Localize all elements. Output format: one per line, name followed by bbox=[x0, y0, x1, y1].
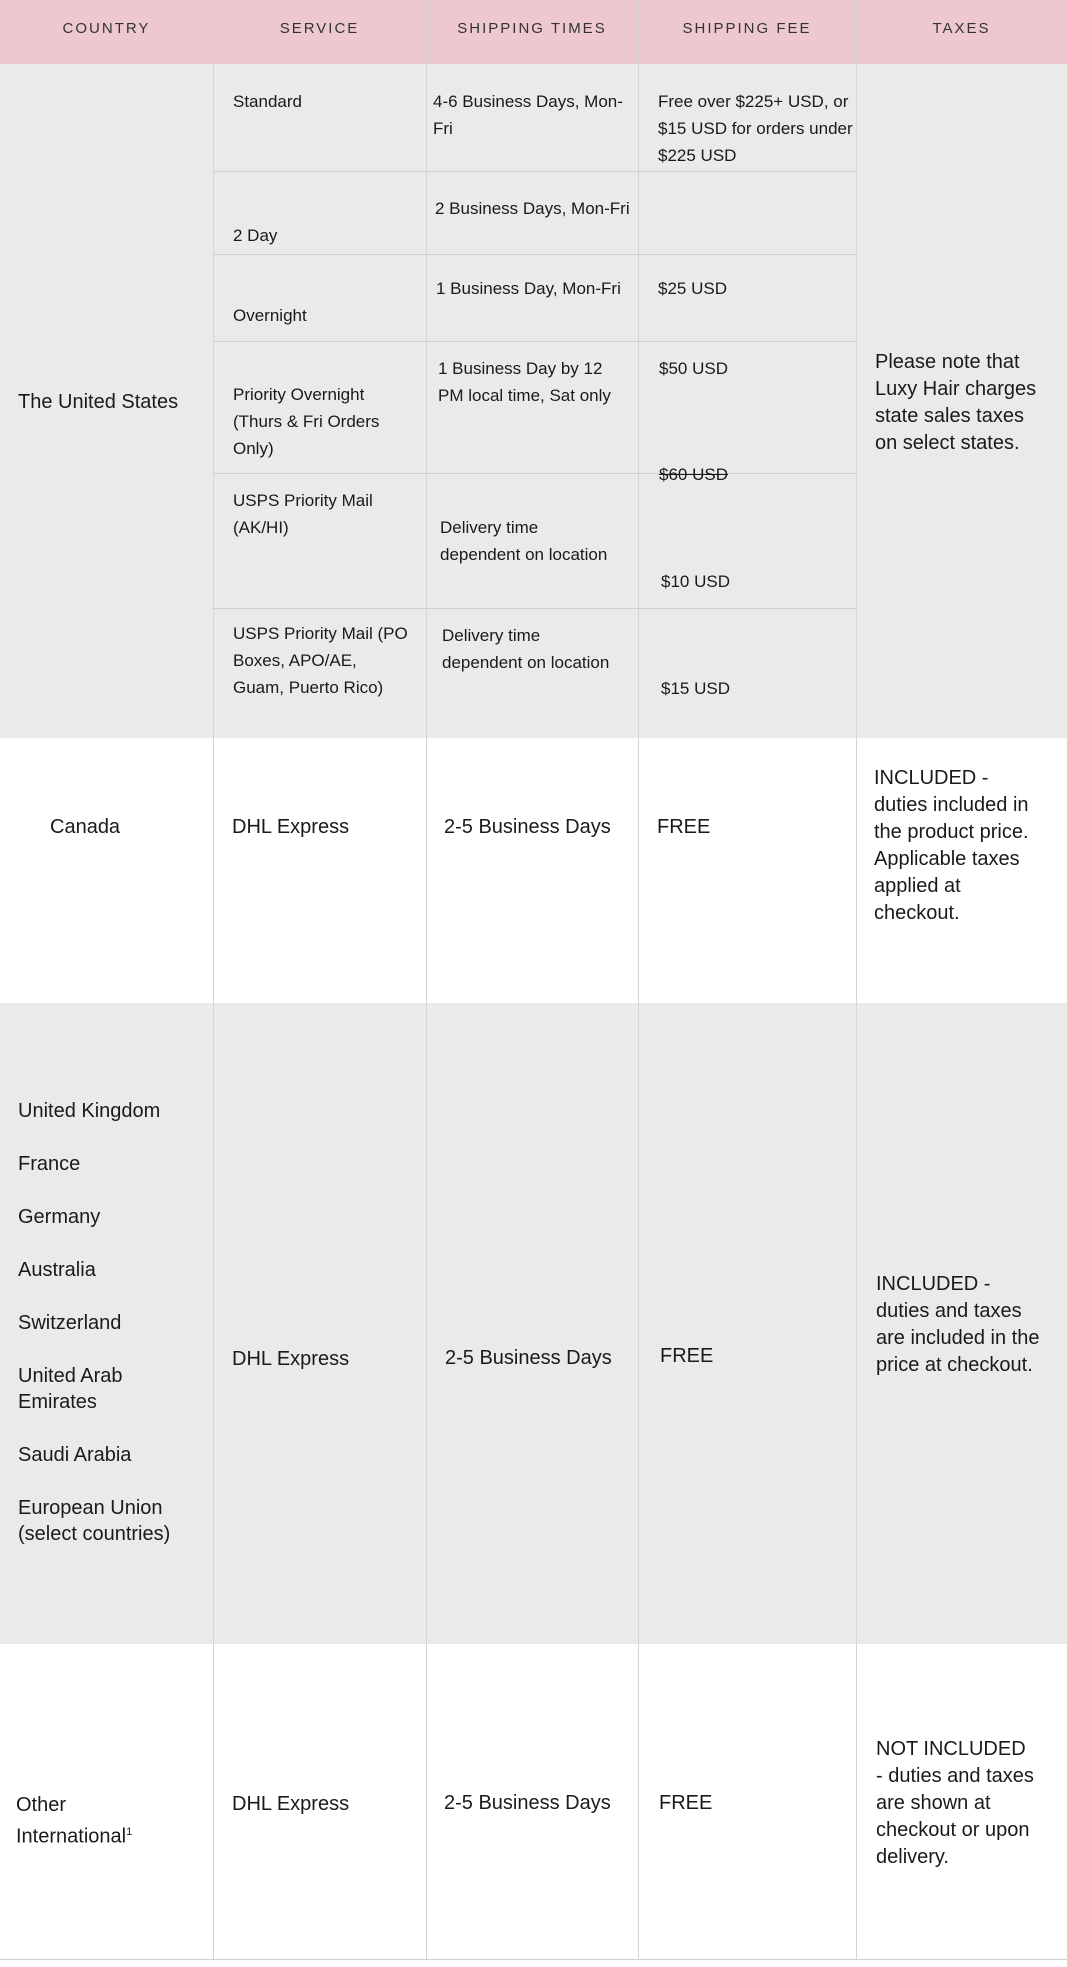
column-divider bbox=[213, 0, 214, 1959]
table-bottom-border bbox=[0, 1959, 1067, 1960]
canada-shipping-time: 2-5 Business Days bbox=[444, 816, 611, 838]
us-service-usps-po-boxes: USPS Priority Mail (PO Boxes, APO/AE, Guam, Puerto Rico) bbox=[233, 624, 408, 697]
country-united-arab-emirates: United Arab Emirates bbox=[18, 1365, 123, 1413]
international-shipping-fee: FREE bbox=[660, 1345, 714, 1367]
country-united-kingdom: United Kingdom bbox=[18, 1100, 161, 1122]
us-time-priority-overnight: 1 Business Day by 12 PM local time, Sat only bbox=[438, 359, 611, 405]
us-service-overnight: Overnight bbox=[233, 306, 307, 325]
us-service-priority-overnight: Priority Overnight (Thurs & Fri Orders Only) bbox=[233, 385, 380, 458]
column-divider bbox=[856, 0, 857, 1959]
country-canada: Canada bbox=[50, 816, 121, 838]
us-time-usps-po-boxes: Delivery time dependent on location bbox=[442, 626, 610, 672]
other-shipping-time: 2-5 Business Days bbox=[444, 1792, 611, 1814]
us-fee-standard: Free over $225+ USD, or $15 USD for orders under $225 USD bbox=[658, 92, 853, 165]
us-fee-usps-ak-hi-struck: $60 USD bbox=[659, 465, 728, 484]
other-international-label: Other International bbox=[16, 1794, 127, 1848]
us-time-standard: 4-6 Business Days, Mon-Fri bbox=[433, 92, 623, 138]
row-divider bbox=[213, 171, 856, 172]
country-switzerland: Switzerland bbox=[18, 1312, 122, 1334]
header-shipping-fee: SHIPPING FEE bbox=[682, 20, 812, 37]
us-taxes-note: Please note that Luxy Hair charges state sales taxes on select states. bbox=[875, 351, 1037, 454]
row-divider bbox=[213, 341, 856, 342]
canada-taxes: INCLUDED - duties included in the product price. Applicable taxes applied at checkout. bbox=[874, 767, 1029, 924]
country-european-union: European Union (select countries) bbox=[18, 1497, 171, 1545]
us-fee-usps-po-boxes: $15 USD bbox=[661, 679, 730, 698]
canada-service: DHL Express bbox=[232, 816, 350, 838]
country-germany: Germany bbox=[18, 1206, 101, 1228]
country-australia: Australia bbox=[18, 1259, 96, 1281]
us-time-overnight: 1 Business Day, Mon-Fri bbox=[436, 279, 621, 298]
column-divider bbox=[638, 0, 639, 1959]
international-taxes: INCLUDED - duties and taxes are included in the price at checkout. bbox=[876, 1273, 1040, 1376]
us-service-2day: 2 Day bbox=[233, 226, 278, 245]
us-service-standard: Standard bbox=[233, 92, 302, 111]
header-country: COUNTRY bbox=[62, 20, 151, 37]
us-fee-usps-ak-hi: $10 USD bbox=[661, 572, 730, 591]
country-other-international bbox=[16, 1792, 186, 1851]
international-shipping-time: 2-5 Business Days bbox=[445, 1347, 612, 1369]
us-time-usps-ak-hi: Delivery time dependent on location bbox=[440, 518, 608, 564]
footnote-marker: 1 bbox=[126, 1826, 133, 1838]
us-fee-overnight: $25 USD bbox=[658, 279, 727, 298]
canada-shipping-fee: FREE bbox=[657, 816, 711, 838]
header-taxes: TAXES bbox=[932, 20, 991, 37]
other-service: DHL Express bbox=[232, 1793, 350, 1815]
row-divider bbox=[213, 608, 856, 609]
country-saudi-arabia: Saudi Arabia bbox=[18, 1444, 132, 1466]
us-fee-priority-overnight: $50 USD bbox=[659, 359, 728, 378]
international-country-list bbox=[18, 1098, 208, 1574]
country-france: France bbox=[18, 1153, 81, 1175]
us-service-usps-ak-hi: USPS Priority Mail (AK/HI) bbox=[233, 491, 373, 537]
international-service: DHL Express bbox=[232, 1348, 350, 1370]
column-divider bbox=[426, 0, 427, 1959]
other-taxes: NOT INCLUDED - duties and taxes are shown at checkout or upon delivery. bbox=[876, 1738, 1034, 1868]
other-shipping-fee: FREE bbox=[659, 1792, 713, 1814]
country-united-states: The United States bbox=[18, 391, 179, 413]
header-service: SERVICE bbox=[279, 20, 360, 37]
table-header bbox=[0, 0, 1067, 64]
row-divider bbox=[213, 254, 856, 255]
us-time-2day: 2 Business Days, Mon-Fri bbox=[435, 199, 630, 218]
header-shipping-times: SHIPPING TIMES bbox=[457, 20, 607, 37]
